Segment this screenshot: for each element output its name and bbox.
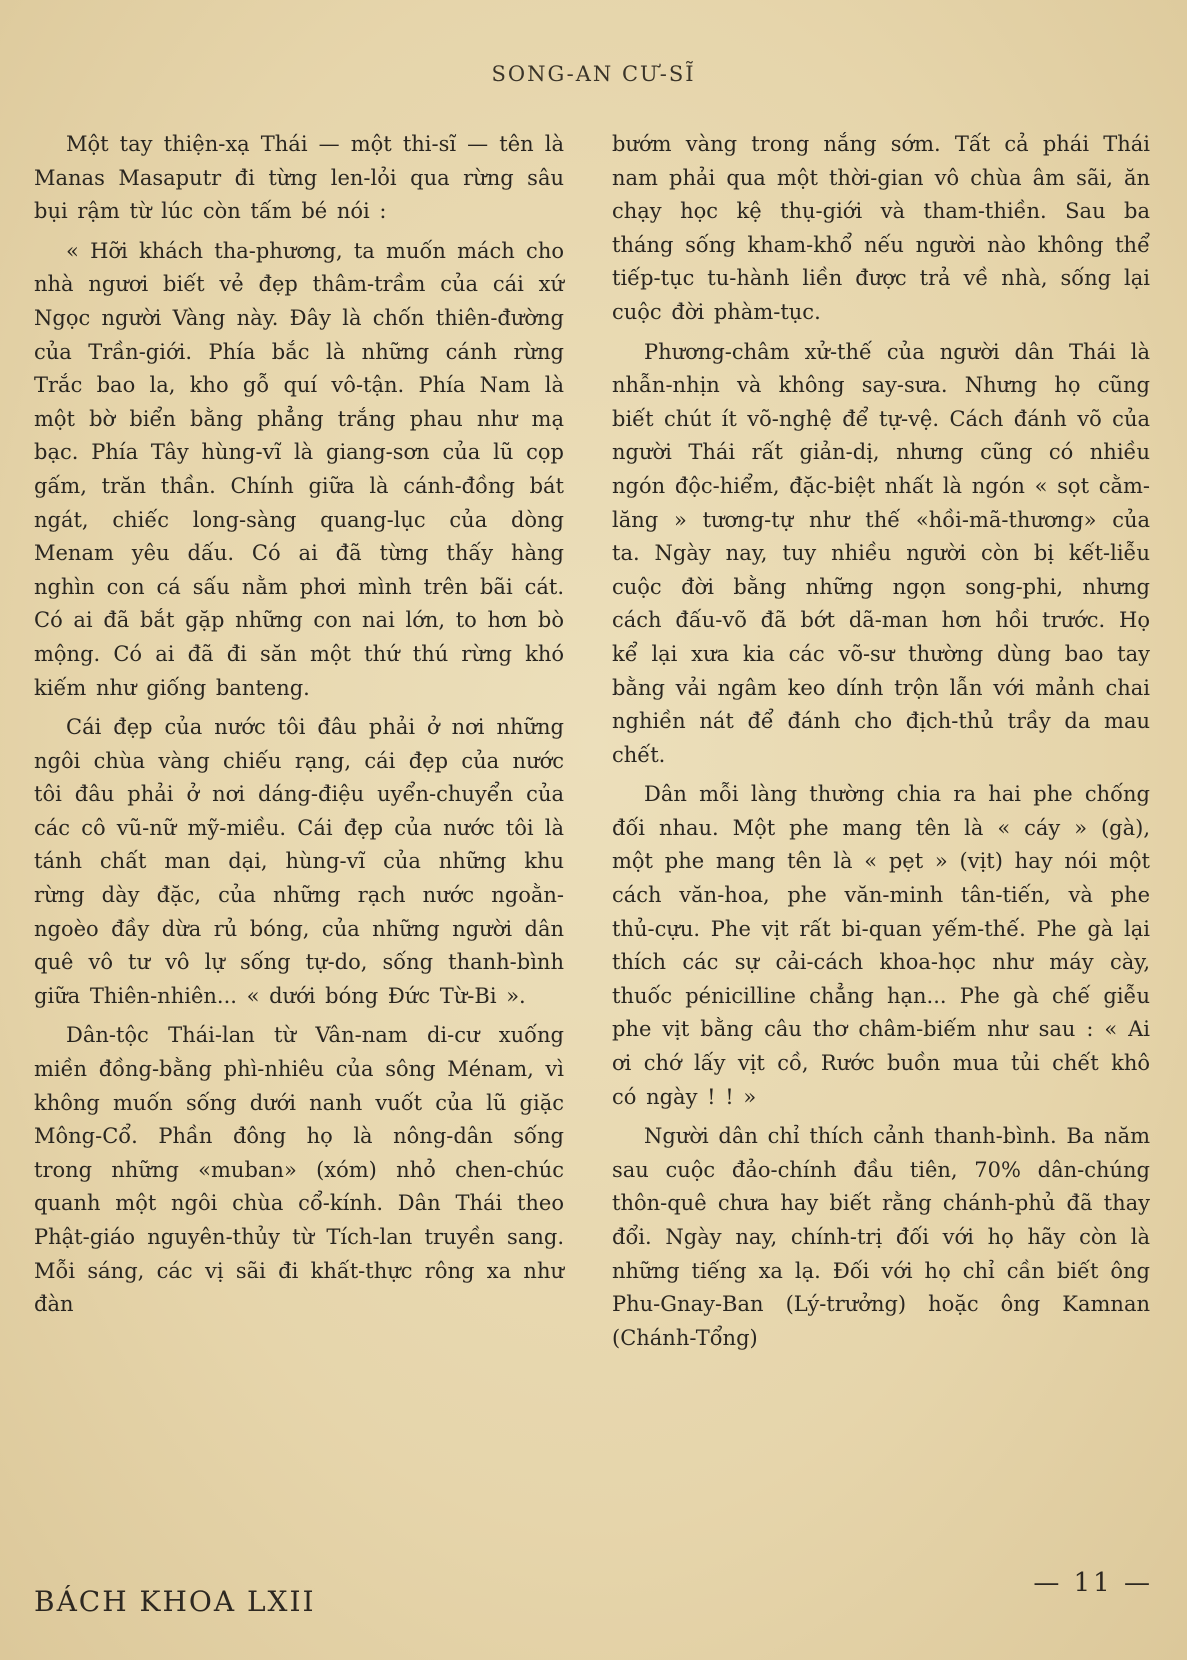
paragraph: Phương-châm xử-thế của người dân Thái là nhẫn-nhịn và không say-sưa. Nhưng họ cũng biết chút ít võ-nghệ để tự-vệ. Cách đánh võ của người Thái rất giản-dị, nhưng cũng có nhiều ngón độc-hiểm, đặc-biệt nhất là ngón « sọt cằm-lăng » tương-tự như thế «hồi-mã-thương» của ta. Ngày nay, tuy nhiều người còn bị kết-liễu cuộc đời bằng những ngọn song-phi, nhưng cách đấu-võ đã bớt dã-man hơn hồi trước. Họ kể lại xưa kia các võ-sư thường dùng bao tay bằng vải ngâm keo dính trộn lẫn với mảnh chai nghiền nát để đánh cho địch-thủ trầy da mau chết.: [612, 339, 1150, 767]
paragraph-continuation: bướm vàng trong nắng sớm. Tất cả phái Thái nam phải qua một thời-gian vô chùa âm sãi, ăn chạy học kệ thụ-giới và tham-thiền. Sau ba tháng sống kham-khổ nếu người nào không thể tiếp-tục tu-hành liền được trả về nhà, sống lại cuộc đời phàm-tục.: [612, 132, 1150, 324]
publication-name: BÁCH KHOA LXII: [34, 1585, 316, 1618]
paragraph: Dân-tộc Thái-lan từ Vân-nam di-cư xuống miền đồng-bằng phì-nhiêu của sông Ménam, vì không muốn sống dưới nanh vuốt của lũ giặc Mông-Cổ. Phần đông họ là nông-dân sống trong những «muban» (xóm) nhỏ chen-chúc quanh một ngôi chùa cổ-kính. Dân Thái theo Phật-giáo nguyên-thủy từ Tích-lan truyền sang. Mỗi sáng, các vị sãi đi khất-thực rông xa như đàn: [34, 1023, 564, 1317]
left-column: [34, 128, 564, 1328]
paragraph: Người dân chỉ thích cảnh thanh-bình. Ba năm sau cuộc đảo-chính đầu tiên, 70% dân-chúng thôn-quê chưa hay biết rằng chánh-phủ đã thay đổi. Ngày nay, chính-trị đối với họ hãy còn là những tiếng xa lạ. Đối với họ chỉ cần biết ông Phu-Gnay-Ban (Lý-trưởng) hoặc ông Kamnan (Chánh-Tổng): [612, 1124, 1150, 1350]
right-column: [612, 128, 1150, 1361]
paragraph: « Hỡi khách tha-phương, ta muốn mách cho nhà ngươi biết vẻ đẹp thâm-trầm của cái xứ Ngọc người Vàng này. Đây là chốn thiên-đường của Trần-giới. Phía bắc là những cánh rừng Trắc bao la, kho gỗ quí vô-tận. Phía Nam là một bờ biển bằng phẳng trắng phau như mạ bạc. Phía Tây hùng-vĩ là giang-sơn của lũ cọp gấm, trăn thần. Chính giữa là cánh-đồng bát ngát, chiếc long-sàng quang-lục của dòng Menam yêu dấu. Có ai đã từng thấy hàng nghìn con cá sấu nằm phơi mình trên bãi cát. Có ai đã bắt gặp những con nai lớn, to hơn bò mộng. Có ai đã đi săn một thứ thú rừng khó kiếm như giống banteng.: [34, 238, 564, 700]
page-number: — 11 —: [1033, 1568, 1153, 1598]
paragraph: Một tay thiện-xạ Thái — một thi-sĩ — tên là Manas Masaputr đi từng len-lỏi qua rừng sâu bụi rậm từ lúc còn tấm bé nói :: [34, 132, 564, 224]
paragraph: Cái đẹp của nước tôi đâu phải ở nơi những ngôi chùa vàng chiếu rạng, cái đẹp của nước tôi đâu phải ở nơi dáng-điệu uyển-chuyển của các cô vũ-nữ mỹ-miều. Cái đẹp của nước tôi là tánh chất man dại, hùng-vĩ của những khu rừng dày đặc, của những rạch nước ngoằn-ngoèo đầy dừa rủ bóng, của những người dân quê vô tư vô lự sống tự-do, sống thanh-bình giữa Thiên-nhiên... « dưới bóng Đức Từ-Bi ».: [34, 715, 564, 1008]
paragraph: Dân mỗi làng thường chia ra hai phe chống đối nhau. Một phe mang tên là « cáy » (gà), một phe mang tên là « pẹt » (vịt) hay nói một cách văn-hoa, phe văn-minh tân-tiến, và phe thủ-cựu. Phe vịt rất bi-quan yếm-thế. Phe gà lại thích các sự cải-cách khoa-học như máy cày, thuốc pénicilline chẳng hạn... Phe gà chế giễu phe vịt bằng câu thơ châm-biếm như sau : « Ai ơi chớ lấy vịt cồ, Rước buồn mua tủi chết khô có ngày ! ! »: [612, 782, 1150, 1109]
running-head: SONG-AN CƯ-SĨ: [491, 62, 696, 86]
